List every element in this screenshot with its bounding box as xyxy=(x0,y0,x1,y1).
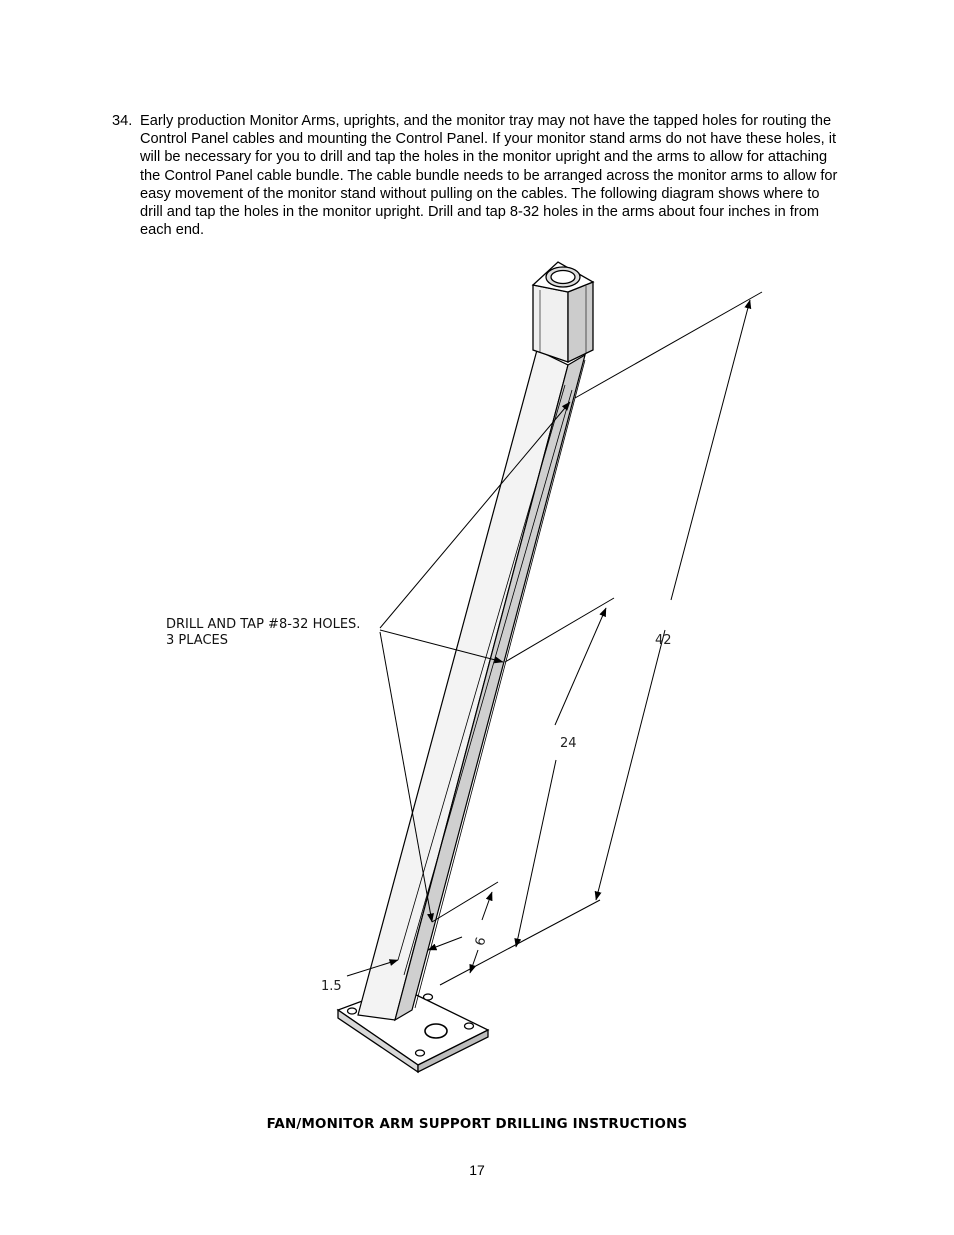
monitor-upright-drawing xyxy=(0,250,954,1080)
upright-tube xyxy=(358,350,585,1020)
callout-line-2: 3 PLACES xyxy=(166,633,228,648)
dimension-42-label: 42 xyxy=(655,633,672,648)
dimension-1-5-label: 1.5 xyxy=(321,979,342,994)
figure-caption: FAN/MONITOR ARM SUPPORT DRILLING INSTRUCTIONS xyxy=(266,1117,688,1132)
dimension-6-label: 6 xyxy=(472,935,490,948)
step-number: 34. xyxy=(112,113,133,129)
callout-line-1: DRILL AND TAP #8-32 HOLES. xyxy=(166,617,361,632)
top-sleeve xyxy=(533,262,593,362)
dimension-24-label: 24 xyxy=(560,736,577,751)
instruction-step xyxy=(112,112,842,239)
step-text: Early production Monitor Arms, uprights, and the monitor tray may not have the tapped holes for routing the Control Panel cables and mounting the Control Panel. If your monitor stand arms do not have these holes, it will be necessary for you to drill and tap the holes in the monitor upright and the arms to allow for attaching the Control Panel cable bundle. The cable bundle needs to be arranged across the monitor arms to allow for easy movement of the monitor stand without pulling on the cables. The following diagram shows where to drill and tap the holes in the monitor upright. Drill and tap 8-32 holes in the arms about four inches in from each end. xyxy=(140,113,838,239)
page-number: 17 xyxy=(469,1162,485,1178)
